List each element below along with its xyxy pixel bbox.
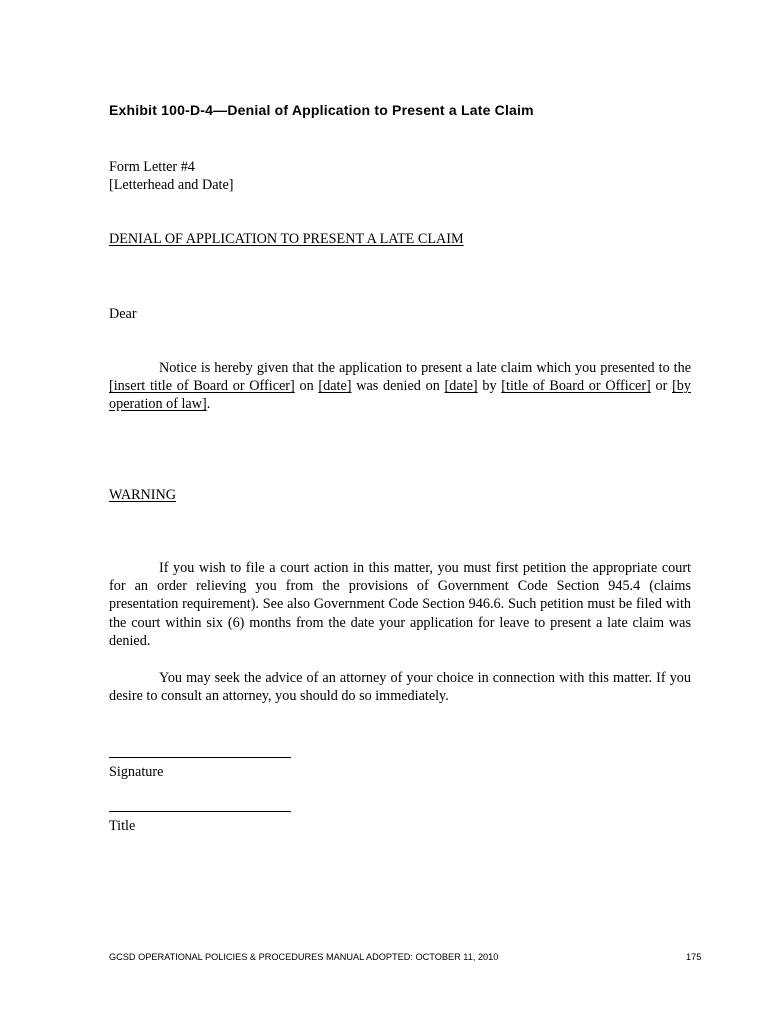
notice-intro: Notice is hereby given that the application to present a late claim which you presented to the <box>159 360 691 376</box>
footer-manual-info: GCSD OPERATIONAL POLICIES & PROCEDURES MANUAL ADOPTED: OCTOBER 11, 2010 <box>109 952 499 962</box>
warning-text: If you wish to file a court action in this matter, you must first petition the appropriate court for an order relieving you from the provisions of Government Code Section 945.4 (claims presentation requirement). See also Government Code Section 946.6. Such petition must be filed with the court within six (6) months from the date your application for leave to present a late claim was denied. <box>109 560 691 649</box>
warning-label: WARNING <box>109 487 176 503</box>
attorney-paragraph <box>109 669 691 705</box>
warning-paragraph <box>109 559 691 650</box>
notice-on: on <box>294 378 319 395</box>
subject-line: DENIAL OF APPLICATION TO PRESENT A LATE CLAIM <box>109 231 464 247</box>
title-board-field: [title of Board or Officer] <box>501 378 651 395</box>
notice-was-denied-on: was denied on <box>351 378 445 395</box>
notice-or: or <box>650 378 673 395</box>
title-label: Title <box>109 818 136 834</box>
date-field-presented: [date] <box>318 378 352 395</box>
date-field-denied: [date] <box>444 378 478 395</box>
notice-paragraph <box>109 359 691 414</box>
signature-line <box>109 757 291 758</box>
signature-label: Signature <box>109 764 164 780</box>
board-or-officer-field: [insert title of Board or Officer] <box>109 378 295 395</box>
letterhead-placeholder: [Letterhead and Date] <box>109 177 234 193</box>
page-number: 175 <box>686 952 702 962</box>
form-letter-number: Form Letter #4 <box>109 159 195 175</box>
title-line <box>109 811 291 812</box>
exhibit-heading: Exhibit 100-D-4—Denial of Application to Present a Late Claim <box>109 102 534 118</box>
salutation: Dear <box>109 306 137 322</box>
notice-by: by <box>477 378 502 395</box>
by-operation-of-law-field: [by operation of law] <box>109 378 691 413</box>
attorney-text: You may seek the advice of an attorney of your choice in connection with this matter. If you desire to consult an attorney, you should do so immediately. <box>109 670 691 705</box>
notice-end: . <box>206 396 211 413</box>
